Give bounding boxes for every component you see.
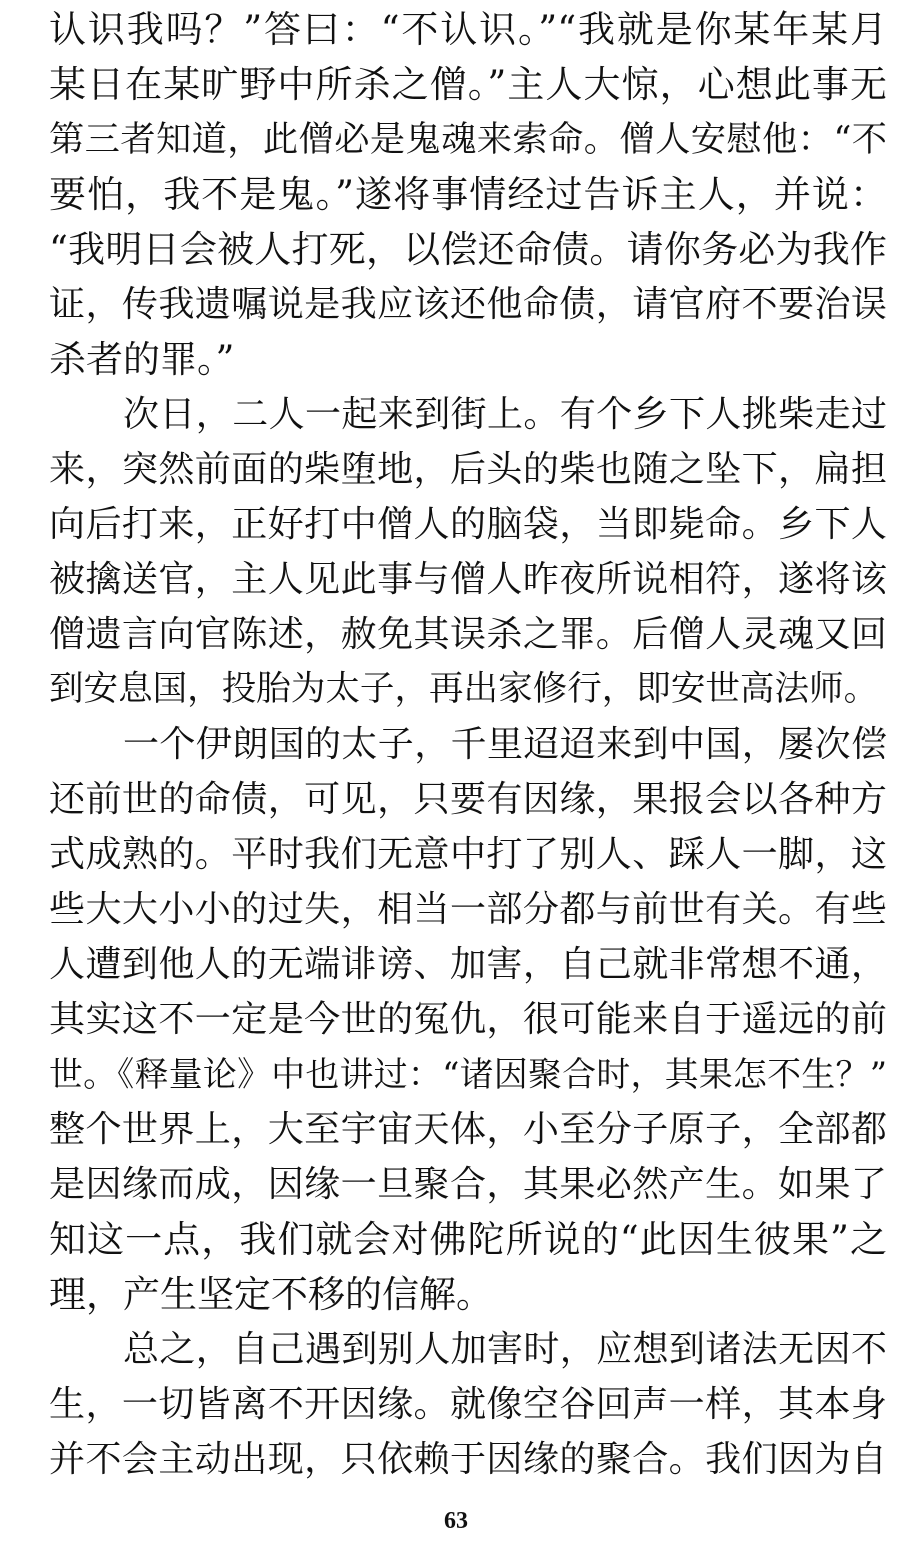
text-line: 来，突然前面的柴堕地，后头的柴也随之坠下，扁担: [49, 448, 887, 490]
text-line: 整个世界上，大至宇宙天体，小至分子原子，全部都: [49, 1108, 887, 1150]
text-line: 要怕，我不是鬼。”遂将事情经过告诉主人，并说：: [49, 173, 887, 216]
page-number: 63: [444, 1508, 468, 1534]
text-line: 到安息国，投胎为太子，再出家修行，即安世高法师。: [49, 669, 879, 709]
text-line: 还前世的命债，可见，只要有因缘，果报会以各种方: [49, 778, 887, 820]
text-line: 被擒送官，主人见此事与僧人昨夜所说相符，遂将该: [49, 558, 887, 600]
text-line: 一个伊朗国的太子，千里迢迢来到中国，屡次偿: [123, 724, 887, 765]
text-line: 世。《释量论》中也讲过：“诸因聚合时，其果怎不生？”: [49, 1055, 887, 1094]
text-line: 第三者知道，此僧必是鬼魂来索命。僧人安慰他：“不: [49, 119, 887, 160]
text-line: 是因缘而成，因缘一旦聚合，其果必然产生。如果了: [49, 1163, 887, 1205]
text-line: 生，一切皆离不开因缘。就像空谷回声一样，其本身: [49, 1383, 887, 1425]
text-line: 式成熟的。平时我们无意中打了别人、踩人一脚，这: [49, 833, 887, 875]
body-text: [49, 2, 887, 1487]
text-line: 僧遗言向官陈述，赦免其误杀之罪。后僧人灵魂又回: [49, 613, 887, 655]
text-line: 并不会主动出现，只依赖于因缘的聚合。我们因为自: [49, 1438, 887, 1480]
text-line: 杀者的罪。”: [49, 338, 235, 381]
text-line: “我明日会被人打死，以偿还命债。请你务必为我作: [49, 228, 887, 271]
text-line: 些大大小小的过失，相当一部分都与前世有关。有些: [49, 888, 887, 930]
text-line: 其实这不一定是今世的冤仇，很可能来自于遥远的前: [49, 998, 887, 1040]
text-line: 人遭到他人的无端诽谤、加害，自己就非常想不通，: [49, 943, 887, 985]
text-line: 证，传我遗嘱说是我应该还他命债，请官府不要治误: [49, 283, 887, 325]
text-line: 某日在某旷野中所杀之僧。”主人大惊，心想此事无: [49, 63, 887, 106]
text-line: 认识我吗？”答曰：“不认识。”“我就是你某年某月: [49, 8, 887, 51]
text-line: 理，产生坚定不移的信解。: [49, 1273, 493, 1316]
text-line: 总之，自己遇到别人加害时，应想到诸法无因不: [123, 1329, 887, 1370]
text-line: 向后打来，正好打中僧人的脑袋，当即毙命。乡下人: [49, 503, 887, 545]
text-line: 次日，二人一起来到街上。有个乡下人挑柴走过: [123, 394, 887, 435]
text-line: 知这一点，我们就会对佛陀所说的“此因生彼果”之: [49, 1218, 887, 1261]
